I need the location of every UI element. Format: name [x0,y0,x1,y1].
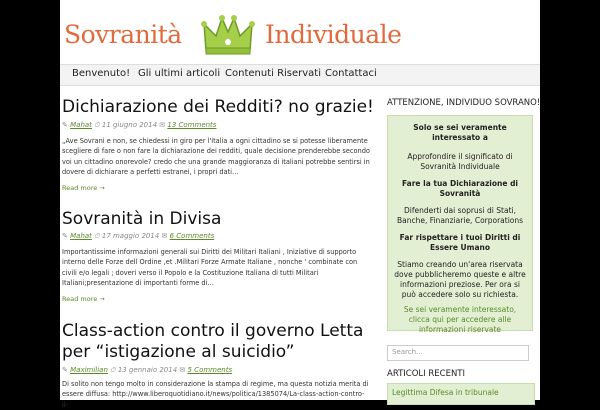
reserved-link[interactable]: clicca qui per accedere alle [408,315,512,324]
box-line: Banche, Finanziarie, Corporations [396,216,524,225]
recent-post-link[interactable]: Legittima Difesa in tribunale [392,388,499,397]
post-date: 13 gennaio 2014 [117,366,178,374]
post-excerpt: Di solito non tengo molto in considerazione la stampa di regime, ma questa notizia merita di essere diffusa: http://www.liberoquotidiano.it/news/politica/1385074/La-class-action-contro-il- [62,380,369,409]
recent-posts-title: ARTICOLI RECENTI [387,369,466,379]
box-line: Solo se sei veramente [413,123,507,132]
post-comments[interactable]: 6 Comments [169,232,215,240]
box-line: informazioni preziose. Per ora si [400,280,520,289]
post-author[interactable]: Mahat [70,121,92,129]
post-title-line-1[interactable]: Class-action contro il governo Letta [62,321,364,341]
box-line: Fare la tua Dichiarazione di [401,179,519,188]
search-input[interactable] [387,345,529,361]
crown-icon [200,12,256,58]
author-icon: ✎ [62,121,68,129]
site-title-left[interactable]: Sovranità [64,20,182,49]
post-comments[interactable]: 5 Comments [187,366,233,374]
post-meta [62,366,232,375]
main-nav [60,64,540,86]
widget-title: ATTENZIONE, INDIVIDUO SOVRANO! [387,98,541,108]
post-title[interactable]: Dichiarazione dei Redditi? no grazie! [62,97,374,117]
post-comments[interactable]: 13 Comments [167,121,217,129]
page [60,0,541,409]
box-line: può accedere solo su richiesta. [401,290,519,299]
post-author[interactable]: Maximilian [70,366,108,374]
nav-item-ultimi-articoli[interactable]: Gli ultimi articoli [138,68,221,79]
box-line: Far rispettare i tuoi Diritti di [399,233,521,242]
box-line: Sovranità Individuale [420,162,500,171]
box-line: Stiamo creando un'area riservata [397,260,523,269]
calendar-icon: ⏱ [94,121,100,129]
site-header [60,0,540,62]
post-date: 11 giugno 2014 [101,121,158,129]
recent-posts-list [387,383,535,405]
post-author[interactable]: Mahat [70,232,92,240]
post-excerpt: Importantissime informazioni generali sui Diritti dei Militari Italiani , Iniziative di supporto interno delle Forze dell Ordine ,et .Militari Forze Armate Italiane , nonche ' combinate con civili e/o legali ; doveri verso il Popolo e la Costituzione Italiana di tutti Militari Italiani;presentazione di importanti forme di… [62,248,358,287]
box-line: dove pubblicheremo queste e altre [394,270,526,279]
post-title[interactable]: Sovranità in Divisa [62,209,222,229]
author-icon: ✎ [62,366,68,374]
nav-item-contenuti-riservati[interactable]: Contenuti Riservati [225,68,322,79]
post-excerpt: „Ave Sovrani e non, se chiedessi in giro per l'italia a ogni cittadino se si potesse liberamente scegliere di fare o non fare la dichiarazione dei redditi, quale decisione prenderebbe secondo voi un cittadino onorevole? credo che una grande maggioranza di italiani potrebbe sentirsi in dovere di dichiarare a perfetti estranei, i propri dati… [62,137,370,176]
comment-icon: ✉ [159,121,166,129]
calendar-icon: ⏱ [110,366,116,374]
comment-icon: ✉ [179,366,186,374]
search-placeholder: Search… [392,348,424,356]
comment-icon: ✉ [161,232,168,240]
box-line: Difenderti dai soprusi di Stati, [404,206,516,215]
read-more-link[interactable]: Read more → [62,184,105,192]
site-title-right[interactable]: Individuale [265,20,402,49]
post-meta [62,232,214,241]
box-line: Sovranità [439,189,481,198]
nav-item-contattaci[interactable]: Contattaci [325,68,377,79]
post-title-line-2[interactable]: per “istigazione al suicidio” [62,342,295,362]
box-line: Approfondire il significato di [407,152,513,161]
box-line: Essere Umano [430,243,490,252]
reserved-link[interactable]: informazioni riservate [418,325,502,334]
post-date: 17 maggio 2014 [101,232,160,240]
box-line: interessato a [432,133,488,142]
reserved-area-box [387,115,533,334]
read-more-link[interactable]: Read more → [62,295,105,303]
calendar-icon: ⏱ [94,232,100,240]
author-icon: ✎ [62,232,68,240]
reserved-link[interactable]: Se sei veramente interessato, [403,305,517,314]
nav-item-benvenuto[interactable]: Benvenuto! [72,68,131,79]
post-meta [62,121,216,130]
